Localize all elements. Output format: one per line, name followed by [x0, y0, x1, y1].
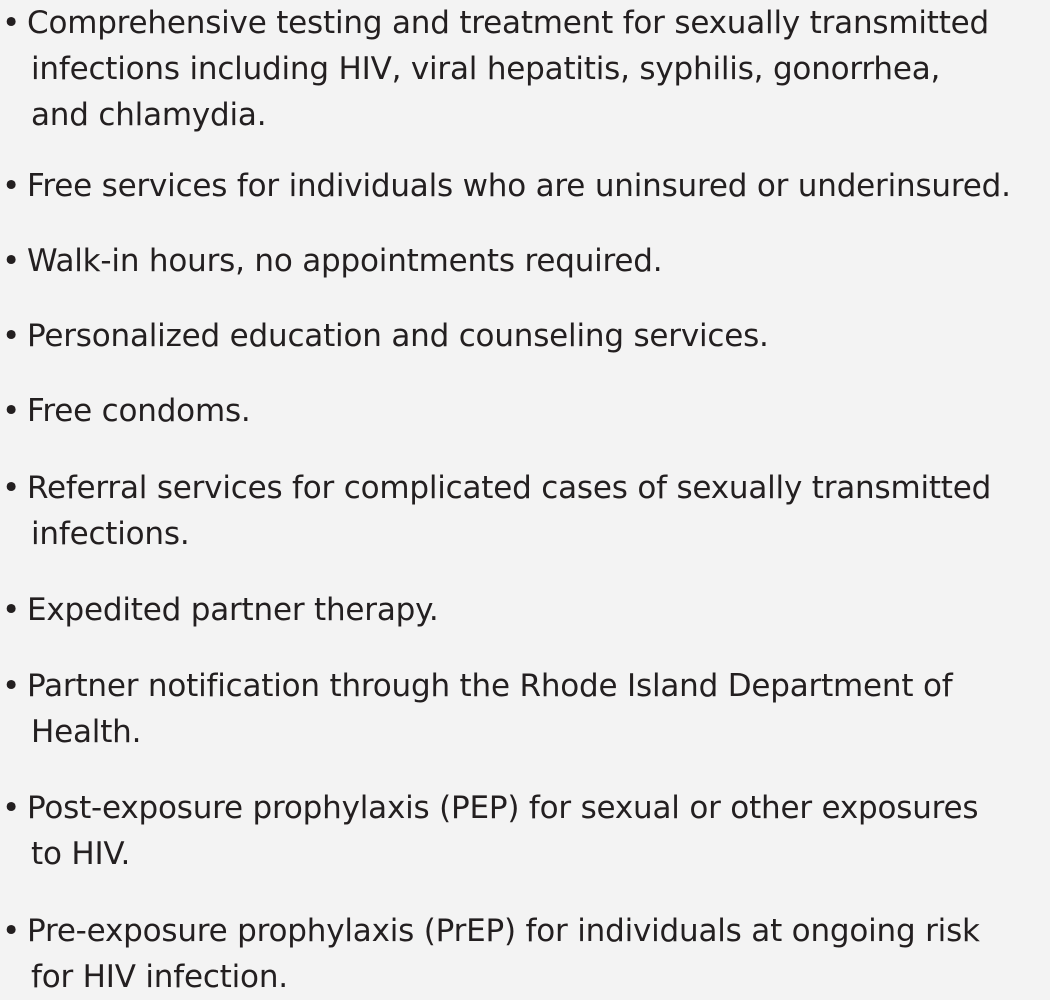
service-list-item — [0, 313, 1050, 359]
bullet: • — [2, 470, 21, 506]
service-text-line: Comprehensive testing and treatment for sexually transmitted — [27, 5, 990, 41]
bullet: • — [2, 913, 21, 949]
service-text-line: and chlamydia. — [31, 97, 267, 133]
service-text-line: infections including HIV, viral hepatitis, syphilis, gonorrhea, — [31, 51, 941, 87]
bullet: • — [2, 592, 21, 628]
service-list-item — [0, 0, 1050, 138]
service-text-line: Pre-exposure prophylaxis (PrEP) for individuals at ongoing risk — [27, 913, 980, 949]
bullet: • — [2, 668, 21, 704]
service-text-line: Expedited partner therapy. — [27, 592, 439, 628]
service-list-item — [0, 388, 1050, 434]
bullet: • — [2, 790, 21, 826]
service-list-item — [0, 587, 1050, 633]
service-list-item — [0, 663, 1050, 755]
bullet: • — [2, 243, 21, 279]
service-text-line: Free services for individuals who are uninsured or underinsured. — [27, 168, 1011, 204]
service-text-line: Walk-in hours, no appointments required. — [27, 243, 663, 279]
service-text-line: for HIV infection. — [31, 959, 288, 995]
service-list-item — [0, 238, 1050, 284]
bullet: • — [2, 168, 21, 204]
service-text-line: Referral services for complicated cases of sexually transmitted — [27, 470, 992, 506]
service-text-line: Personalized education and counseling services. — [27, 318, 769, 354]
service-list-item — [0, 908, 1050, 1000]
service-text-line: infections. — [31, 516, 190, 552]
bullet: • — [2, 393, 21, 429]
bullet: • — [2, 5, 21, 41]
service-list-item — [0, 465, 1050, 557]
service-list-item — [0, 785, 1050, 877]
service-list-item — [0, 163, 1050, 209]
service-text-line: Partner notification through the Rhode Island Department of — [27, 668, 953, 704]
bullet: • — [2, 318, 21, 354]
service-text-line: Free condoms. — [27, 393, 251, 429]
service-text-line: Health. — [31, 714, 142, 750]
service-text-line: to HIV. — [31, 836, 131, 872]
service-text-line: Post-exposure prophylaxis (PEP) for sexual or other exposures — [27, 790, 979, 826]
